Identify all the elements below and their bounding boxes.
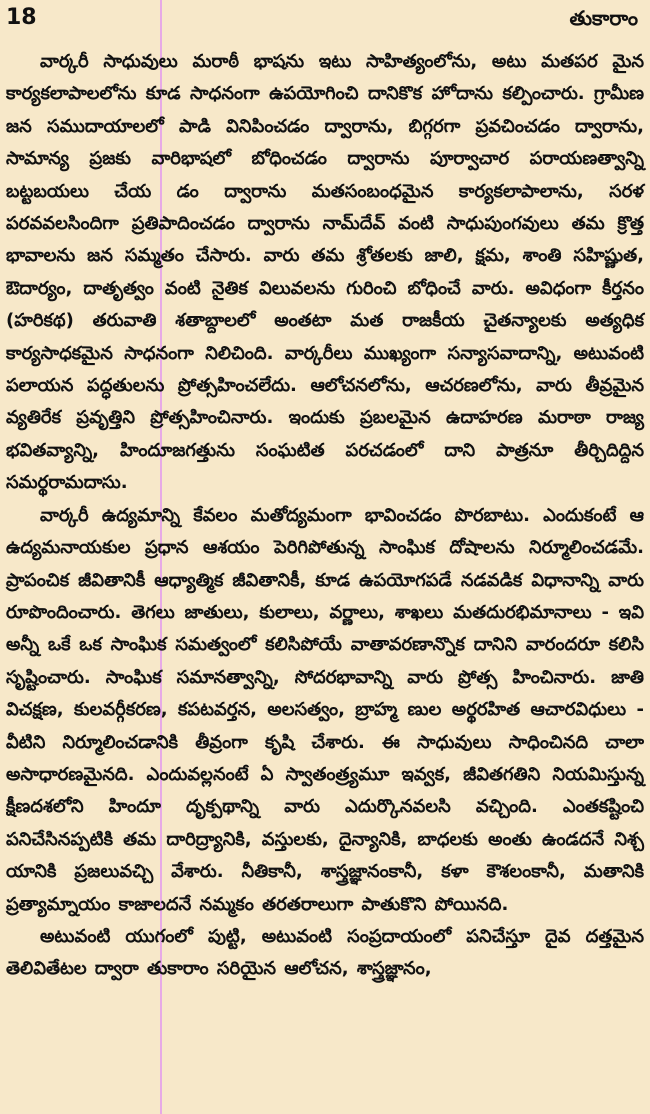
paragraph-3: అటువంటి యుగంలో పుట్టి, అటువంటి సంప్రదాయంలో పనిచేస్తూ దైవ దత్తమైన తెలివితేటల ద్వారా తుకారాం సరియైన ఆలోచన, శాస్త్రజ్ఞానం, [6, 925, 644, 980]
paragraph-2: వార్కరీ ఉద్యమాన్ని కేవలం మతోద్యమంగా భావించడం పొరబాటు. ఎందుకంటే ఆ ఉద్యమనాయకుల ప్రధాన ఆశయం పెరిగిపోతున్న సాంఘిక దోషాలను నిర్మూలించడమే. ప్రాపంచిక జీవితానికీ ఆధ్యాత్మిక జీవితానికీ, కూడ ఉపయోగపడే నడవడిక విధానాన్ని వారు రూపొందించారు. తెగలు జాతులు, కులాలు, వర్ణాలు, శాఖలు మతదురభిమానాలు - ఇవి అన్నీ ఒకే ఒక సాంఘిక సమత్వంలో కలిసిపోయే వాతావరణాన్నొక దానిని వారందరూ కలిసి సృష్టించారు. సాంఘిక సమానత్వాన్ని, సోదరభావాన్ని వారు ప్రోత్స హించినారు. జాతి విచక్షణ, కులవర్గీకరణ, కపటవర్తన, అలసత్వం, బ్రాహ్మ ణుల అర్థరహిత ఆచారవిధులు - వీటిని నిర్మూలించడానికి తీవ్రంగా కృషి చేశారు. ఈ సాధువులు సాధించినది చాలా అసాధారణమైనది. ఎందువల్లనంటే ఏ స్వాతంత్ర్యమూ ఇవ్వక, జీవితగతిని నియమిస్తున్న క్షీణదశలోని హిందూ దృక్పథాన్ని వారు ఎదుర్కొనవలసి వచ్చింది. ఎంతకష్టించి పనిచేసినప్పటికి తమ దారిద్ర్యానికి, వస్తులకు, దైన్యానికి, బాధలకు అంతు ఉండదనే నిశ్చ యానికి ప్రజలువచ్చి వేశారు. నీతికానీ, శాస్త్రజ్ఞానంకానీ, కళా కౌశలంకానీ, మతానికి ప్రత్యామ్నాయం కాజాలదనే నమ్మకం తరతరాలుగా పాతుకొని పోయినది. [6, 504, 644, 915]
page-content [6, 46, 644, 986]
paragraph-1: వార్కరీ సాధువులు మరాఠీ భాషను ఇటు సాహిత్యంలోను, అటు మతపర మైన కార్యకలాపాలలోను కూడ సాధనంగా ఉపయోగించి దానికొక హోదాను కల్పించారు. గ్రామీణ జన సముదాయాలలో పాడి వినిపించడం ద్వారాను, బిగ్గరగా ప్రవచించడం ద్వారాను, సామాన్య ప్రజకు వారిభాషలో బోధించడం ద్వారాను పూర్వాచార పరాయణత్వాన్ని బట్టబయలు చేయ డం ద్వారాను మతసంబంధమైన కార్యకలాపాలాను, సరళ పరవవలసిందిగా ప్రతిపాదించడం ద్వారాను నామ్‌దేవ్ వంటి సాధుపుంగవులు తమ క్రొత్త భావాలను జన సమ్మతం చేసారు. వారు తమ శ్రోతలకు జాలి, క్షమ, శాంతి సహిష్ణుత, ఔదార్యం, దాతృత్వం వంటి నైతిక విలువలను గురించి బోధించే వారు. అవిధంగా కీర్తనం (హరికథ) తరువాతి శతాబ్దాలలో అంతటా మత రాజకీయ చైతన్యాలకు అత్యధిక కార్యసాధకమైన సాధనంగా నిలిచింది. వార్కరీలు ముఖ్యంగా సన్యాసవాదాన్ని, అటువంటి పలాయన పద్ధతులను ప్రోత్సహించలేదు. ఆలోచనలోను, ఆచరణలోను, వారు తీవ్రమైన వ్యతిరేక ప్రవృత్తిని ప్రోత్సహించినారు. ఇందుకు ప్రబలమైన ఉదాహరణ మరాఠా రాజ్య భవితవ్యాన్ని, హిందూజగత్తును సంఘటిత పరచడంలో దాని పాత్రనూ తీర్చిదిద్దిన సమర్థరామదాసు. [6, 51, 644, 494]
running-title: తుకారాం [569, 6, 638, 30]
page-number: 18 [6, 5, 37, 30]
page-header [0, 0, 650, 40]
